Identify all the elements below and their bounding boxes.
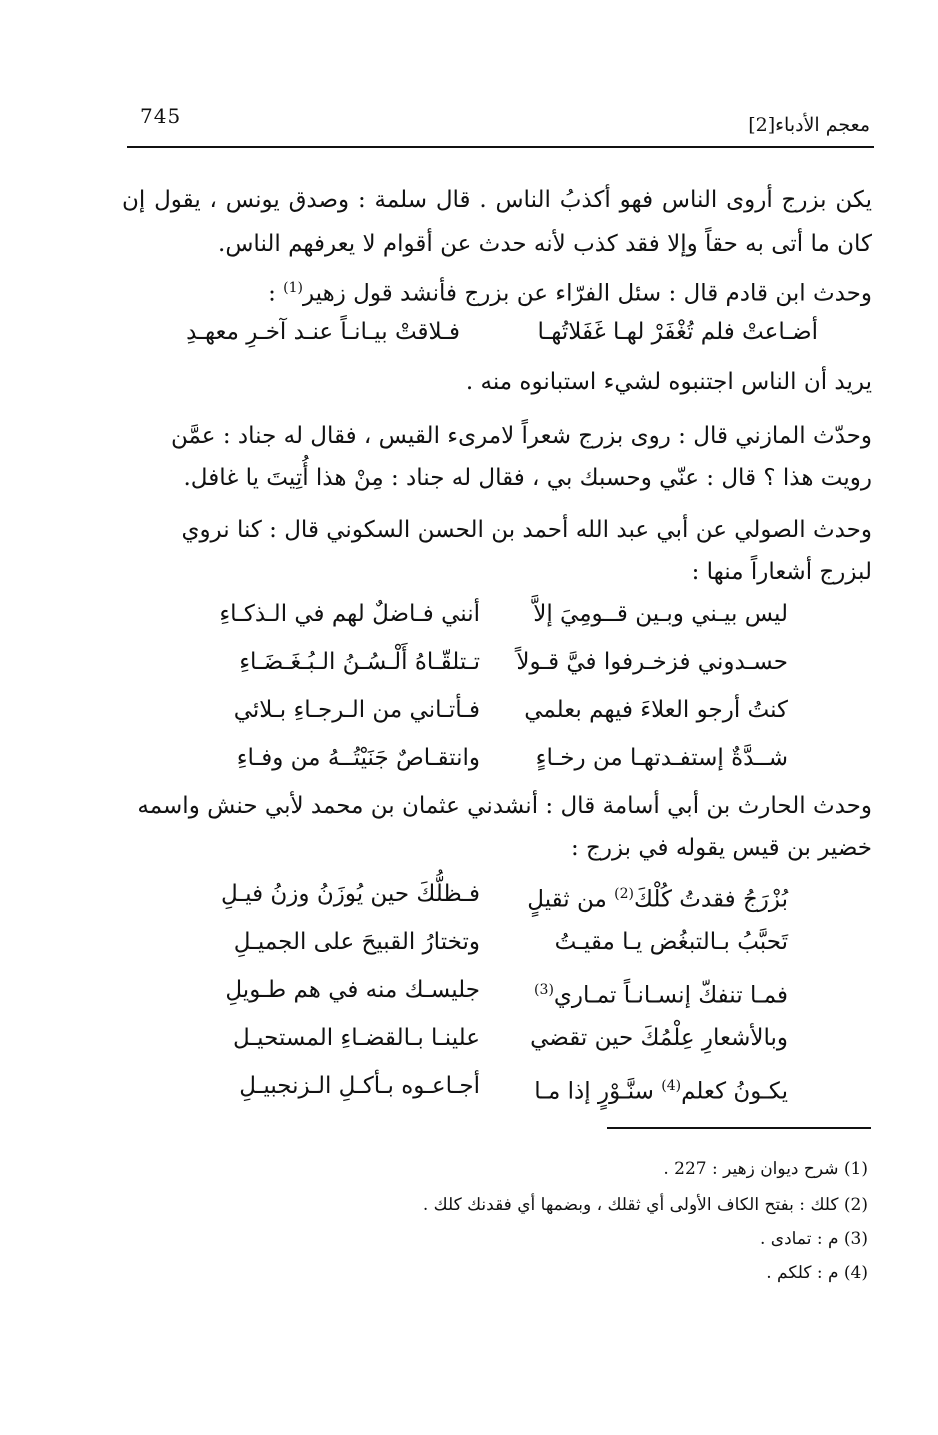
- poem-2-verse-5-right-text: يكـونُ كعلم: [681, 1078, 788, 1105]
- poem-2-verse-2-left: وتختارُ القبيحَ على الجميـلِ: [233, 929, 480, 955]
- header-rule: [127, 146, 874, 148]
- paragraph-5-line-1: وحدث الصولي عن أبي عبد الله أحمد بن الحسن السكوني قال : كنا نروي: [181, 517, 872, 543]
- paragraph-5-line-2: لبزرج أشعاراً منها :: [691, 559, 872, 585]
- footnote-2: (2) كلك : بفتح الكاف الأولى أي ثقلك ، وبضمها أي فقدنك كلك .: [422, 1195, 868, 1215]
- poem-1-verse-4-right: شــدَّةٌ إستفـدتهـا من رخـاءٍ: [535, 745, 788, 771]
- footnote-ref-1: (1): [283, 280, 303, 296]
- poem-2-verse-2-right: تَحبَّبُ بـالتبغُض يـا مقيـتُ: [554, 929, 788, 955]
- poem-1-verse-1-left: أنني فـاضلٌ لهم في الـذكـاءِ: [219, 601, 480, 627]
- poem-1-verse-1-right: ليس بيـني وبـين قــومِيَ إلاَّ: [533, 601, 788, 627]
- verse-single-right: أضـاعتْ فلم تُغْفَرْ لهـا غَفَلاتُهـا: [537, 319, 818, 345]
- poem-2-verse-3-right-text: فمـا تنفكّ إنسـانـاً تمـاري: [553, 982, 788, 1009]
- paragraph-1: يكن بزرج أروى الناس فهو أكذبُ الناس . قال سلمة : وصدق يونس ، يقول إن كان ما أتى به حقاً وإلا فقد كذب لأنه حدث عن أقوام لا يعرفهم الناس.: [122, 187, 872, 257]
- poem-2-verse-1-right-text: بُزْرَجُ فقدتُ كُلْكَ: [634, 886, 788, 913]
- running-title: معجم الأدباء[2]: [748, 114, 870, 136]
- paragraph-6-line-2: خضير بن قيس يقوله في بزرج :: [570, 835, 872, 861]
- poem-2-verse-5-left: أجـاعـوه بـأكـلِ الـزنجبيـلِ: [239, 1073, 480, 1099]
- paragraph-2-text: وحدث ابن قادم قال : سئل الفرّاء عن بزرج فأنشد قول زهير: [302, 280, 872, 307]
- poem-2-verse-5-right-end: سنَّـوْرٍ إذا مـا: [534, 1078, 662, 1105]
- poem-2-verse-4-right: وبالأشعارِ عِلْمُكَ حين تقضي: [530, 1025, 788, 1051]
- poem-2-verse-5-right: [518, 1062, 788, 1110]
- paragraph-4-line-2: رويت هذا ؟ قال : عنّي وحسبك بي ، فقال له جناد : مِنْ هذا أُتِيتَ يا غافل.: [183, 465, 872, 491]
- poem-2-verse-1-right-end: من ثقيلٍ: [527, 886, 615, 913]
- paragraph-3: يريد أن الناس اجتنبوه لشيء استبانوه منه .: [465, 369, 872, 395]
- poem-1-verse-3-right: كنتُ أرجو العلاءَ فيهم بعلمي: [524, 697, 788, 723]
- page-number: 745: [140, 104, 182, 128]
- poem-1-verse-2-left: تـتلقّـاهُ أَلْـسُـنُ الـبُـغَـضَـاءِ: [239, 649, 480, 675]
- verse-single-left: فـلاقتْ بيـانـاً عنـد آخـرِ معهـدِ: [186, 319, 460, 345]
- poem-2-verse-3-left: جليسـك منه في هم طـويلِ: [225, 977, 480, 1003]
- paragraph-4-line-1: وحدّث المازني قال : روى بزرج شعراً لامرىء القيس ، فقال له جناد : عمَّن: [171, 423, 872, 449]
- poem-1-verse-2-right: حسـدوني فزخـرفوا فيَّ قـولاً: [516, 649, 788, 675]
- footnote-rule: [607, 1127, 871, 1129]
- footnote-ref-4: (4): [661, 1078, 682, 1094]
- poem-2-verse-1-left: فـظلُّكَ حين يُوزَنُ وزنُ فيـلِ: [221, 881, 480, 907]
- paragraph-6-line-1: وحدث الحارث بن أبي أسامة قال : أنشدني عثمان بن محمد لأبي حنش واسمه: [137, 793, 872, 819]
- paragraph-2-end: :: [268, 280, 284, 307]
- poem-2-verse-3-right: [518, 966, 788, 1014]
- footnote-4: (4) م : كلكم .: [766, 1263, 868, 1283]
- footnote-ref-3: (3): [534, 982, 554, 998]
- footnote-ref-2: (2): [614, 886, 635, 902]
- footnote-1: (1) شرح ديوان زهير : 227 .: [663, 1159, 868, 1179]
- poem-2-verse-1-right: [518, 870, 788, 918]
- footnote-3: (3) م : تمادى .: [760, 1229, 868, 1249]
- poem-1-verse-3-left: فـأتـاني من الـرجـاءِ بـلائي: [233, 697, 480, 723]
- poem-2-verse-4-left: علينـا بـالقضـاءِ المستحيـل: [233, 1025, 480, 1051]
- poem-1-verse-4-left: وانتقـاصٌ جَنَيْتُــهُ من وفـاءِ: [236, 745, 480, 771]
